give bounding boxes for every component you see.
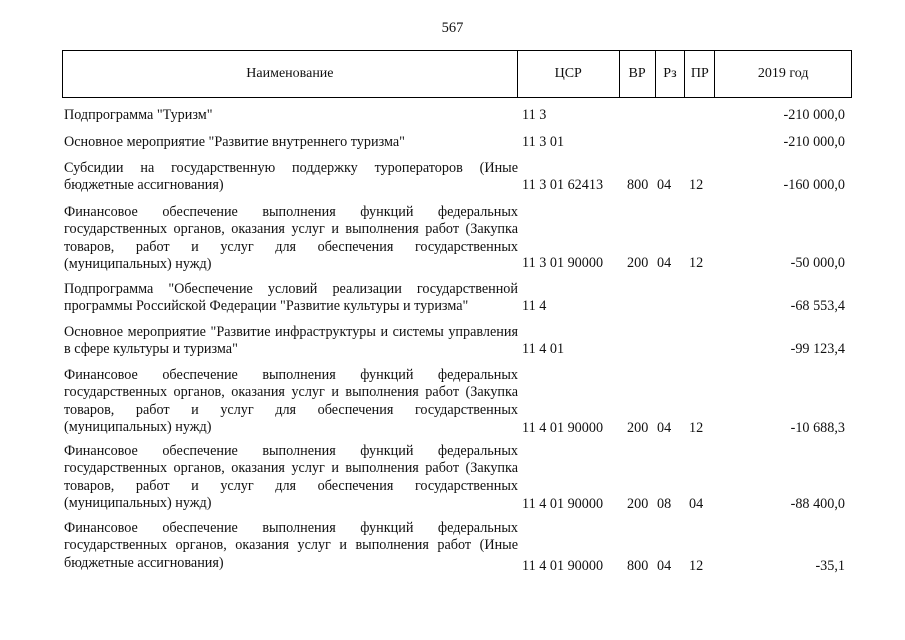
row-code: 11 4 01 90000 [522, 420, 604, 436]
row-code: 11 3 [522, 107, 547, 123]
row-code: 11 4 01 90000 [522, 558, 604, 574]
page-number: 567 [441, 20, 464, 36]
table-row [0, 134, 905, 152]
row-amount: -50 000,0 [790, 255, 845, 271]
column-header-rz: Рз [656, 51, 686, 97]
row-name: Основное мероприятие "Развитие внутреннего туризма" [64, 134, 405, 150]
row-vr: 200 [627, 255, 649, 271]
table-row [0, 160, 905, 196]
row-amount: -160 000,0 [783, 177, 845, 193]
row-rz: 04 [657, 255, 672, 271]
table-row [0, 367, 905, 437]
row-amount: -88 400,0 [790, 496, 845, 512]
row-pr: 12 [689, 177, 704, 193]
row-vr: 800 [627, 558, 649, 574]
row-name: Основное мероприятие "Развитие инфраструктуры и системы управления в сфере культуры и туризма" [64, 324, 518, 358]
table-row [0, 107, 905, 125]
table-row [0, 520, 905, 574]
row-name: Субсидии на государственную поддержку туроператоров (Иные бюджетные ассигнования) [64, 160, 518, 194]
column-header-csr: ЦСР [518, 51, 620, 97]
row-pr: 12 [689, 558, 704, 574]
row-vr: 800 [627, 177, 649, 193]
row-rz: 08 [657, 496, 672, 512]
row-name: Финансовое обеспечение выполнения функций федеральных государственных органов, оказания услуг и выполнения работ (Закупка товаров, работ и услуг для обеспечения государственных (муниципальных) нужд) [64, 443, 518, 511]
row-amount: -210 000,0 [783, 134, 845, 150]
row-code: 11 3 01 [522, 134, 565, 150]
table-row [0, 281, 905, 317]
row-rz: 04 [657, 558, 672, 574]
row-pr: 04 [689, 496, 704, 512]
row-amount: -99 123,4 [790, 341, 845, 357]
row-name: Подпрограмма "Обеспечение условий реализации государственной программы Российской Федерации "Развитие культуры и туризма" [64, 281, 518, 315]
column-header-pr: ПР [685, 51, 715, 97]
row-vr: 200 [627, 420, 649, 436]
row-name: Финансовое обеспечение выполнения функций федеральных государственных органов, оказания услуг и выполнения работ (Закупка товаров, работ и услуг для обеспечения государственных (муниципальных) нужд) [64, 367, 518, 435]
row-name: Подпрограмма "Туризм" [64, 107, 213, 123]
table-row [0, 204, 905, 274]
row-pr: 12 [689, 420, 704, 436]
table-row [0, 443, 905, 513]
row-amount: -68 553,4 [790, 298, 845, 314]
row-name: Финансовое обеспечение выполнения функций федеральных государственных органов, оказания услуг и выполнения работ (Иные бюджетные ассигнования) [64, 520, 518, 571]
row-amount: -35,1 [815, 558, 845, 574]
row-name: Финансовое обеспечение выполнения функций федеральных государственных органов, оказания услуг и выполнения работ (Закупка товаров, работ и услуг для обеспечения государственных (муниципальных) нужд) [64, 204, 518, 272]
column-header-vr: ВР [620, 51, 656, 97]
row-code: 11 4 [522, 298, 547, 314]
table-header [62, 50, 852, 98]
row-amount: -210 000,0 [783, 107, 845, 123]
row-code: 11 4 01 90000 [522, 496, 604, 512]
row-code: 11 3 01 62413 [522, 177, 604, 193]
column-header-year: 2019 год [757, 66, 809, 81]
row-vr: 200 [627, 496, 649, 512]
row-rz: 04 [657, 420, 672, 436]
row-code: 11 3 01 90000 [522, 255, 604, 271]
column-header-name: Наименование [63, 51, 518, 97]
table-row [0, 324, 905, 360]
row-amount: -10 688,3 [790, 420, 845, 436]
row-pr: 12 [689, 255, 704, 271]
row-rz: 04 [657, 177, 672, 193]
row-code: 11 4 01 [522, 341, 565, 357]
